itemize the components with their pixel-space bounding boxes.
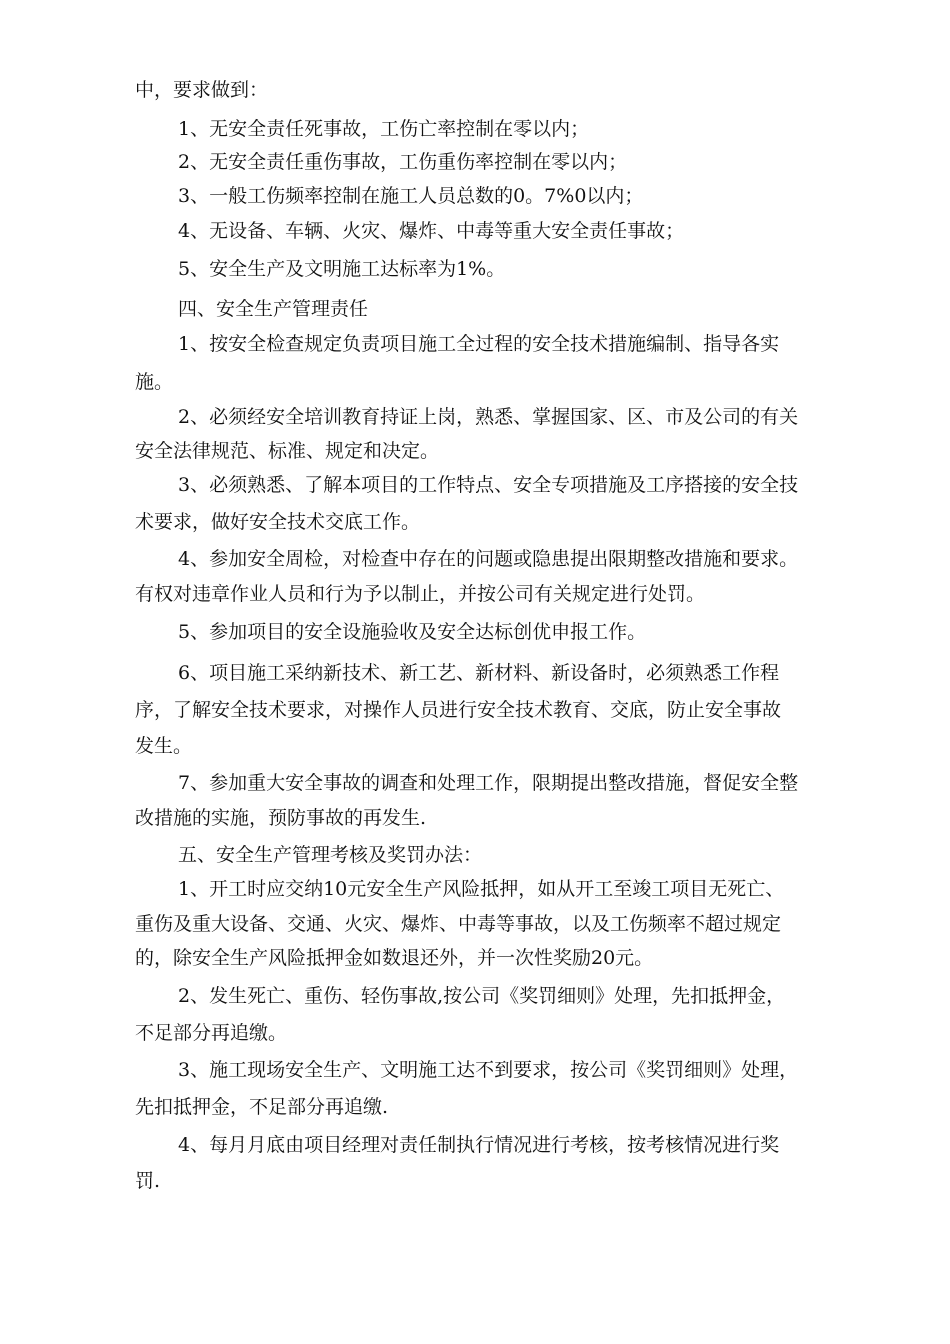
text-line: 7、参加重大安全事故的调查和处理工作，限期提出整改措施，督促安全整 xyxy=(178,772,799,794)
text-line: 3、施工现场安全生产、文明施工达不到要求，按公司《奖罚细则》处理， xyxy=(178,1059,799,1081)
text-line: 不足部分再追缴。 xyxy=(135,1022,288,1044)
text-line: 中，要求做到： xyxy=(135,79,269,101)
text-line: 有权对违章作业人员和行为予以制止，并按公司有关规定进行处罚。 xyxy=(135,583,706,605)
text-line: 6、项目施工采纳新技术、新工艺、新材料、新设备时，必须熟悉工作程 xyxy=(178,662,780,684)
text-line: 发生。 xyxy=(135,735,193,757)
text-line: 3、必须熟悉、了解本项目的工作特点、安全专项措施及工序搭接的安全技 xyxy=(178,474,799,496)
text-line: 罚. xyxy=(135,1170,161,1192)
text-line: 序，了解安全技术要求，对操作人员进行安全技术教育、交底，防止安全事故 xyxy=(135,699,782,721)
text-line: 改措施的实施，预防事故的再发生. xyxy=(135,807,427,829)
text-line: 2、无安全责任重伤事故，工伤重伤率控制在零以内； xyxy=(178,151,628,173)
text-line: 2、必须经安全培训教育持证上岗，熟悉、掌握国家、区、市及公司的有关 xyxy=(178,406,799,428)
text-line: 安全法律规范、标准、规定和决定。 xyxy=(135,440,440,462)
text-line: 的，除安全生产风险抵押金如数退还外，并一次性奖励20元。 xyxy=(135,947,654,969)
text-line: 3、一般工伤频率控制在施工人员总数的0。7%0以内； xyxy=(178,185,644,207)
text-line: 重伤及重大设备、交通、火灾、爆炸、中毒等事故，以及工伤频率不超过规定 xyxy=(135,913,782,935)
text-line: 5、安全生产及文明施工达标率为1%。 xyxy=(178,258,506,280)
text-line: 1、开工时应交纳10元安全生产风险抵押，如从开工至竣工项目无死亡、 xyxy=(178,878,785,900)
text-line: 5、参加项目的安全设施验收及安全达标创优申报工作。 xyxy=(178,621,647,643)
text-line: 1、无安全责任死事故，工伤亡率控制在零以内； xyxy=(178,118,590,140)
section-heading: 四、安全生产管理责任 xyxy=(178,298,369,320)
text-line: 2、发生死亡、重伤、轻伤事故,按公司《奖罚细则》处理，先扣抵押金， xyxy=(178,985,786,1007)
section-heading: 五、安全生产管理考核及奖罚办法： xyxy=(178,844,483,866)
text-line: 4、参加安全周检，对检查中存在的问题或隐患提出限期整改措施和要求。 xyxy=(178,548,799,570)
text-line: 术要求，做好安全技术交底工作。 xyxy=(135,511,421,533)
text-line: 1、按安全检查规定负责项目施工全过程的安全技术措施编制、指导各实 xyxy=(178,333,780,355)
text-line: 施。 xyxy=(135,371,174,393)
text-line: 4、每月月底由项目经理对责任制执行情况进行考核，按考核情况进行奖 xyxy=(178,1134,780,1156)
text-line: 先扣抵押金，不足部分再追缴. xyxy=(135,1096,389,1118)
text-line: 4、无设备、车辆、火灾、爆炸、中毒等重大安全责任事故； xyxy=(178,220,685,242)
